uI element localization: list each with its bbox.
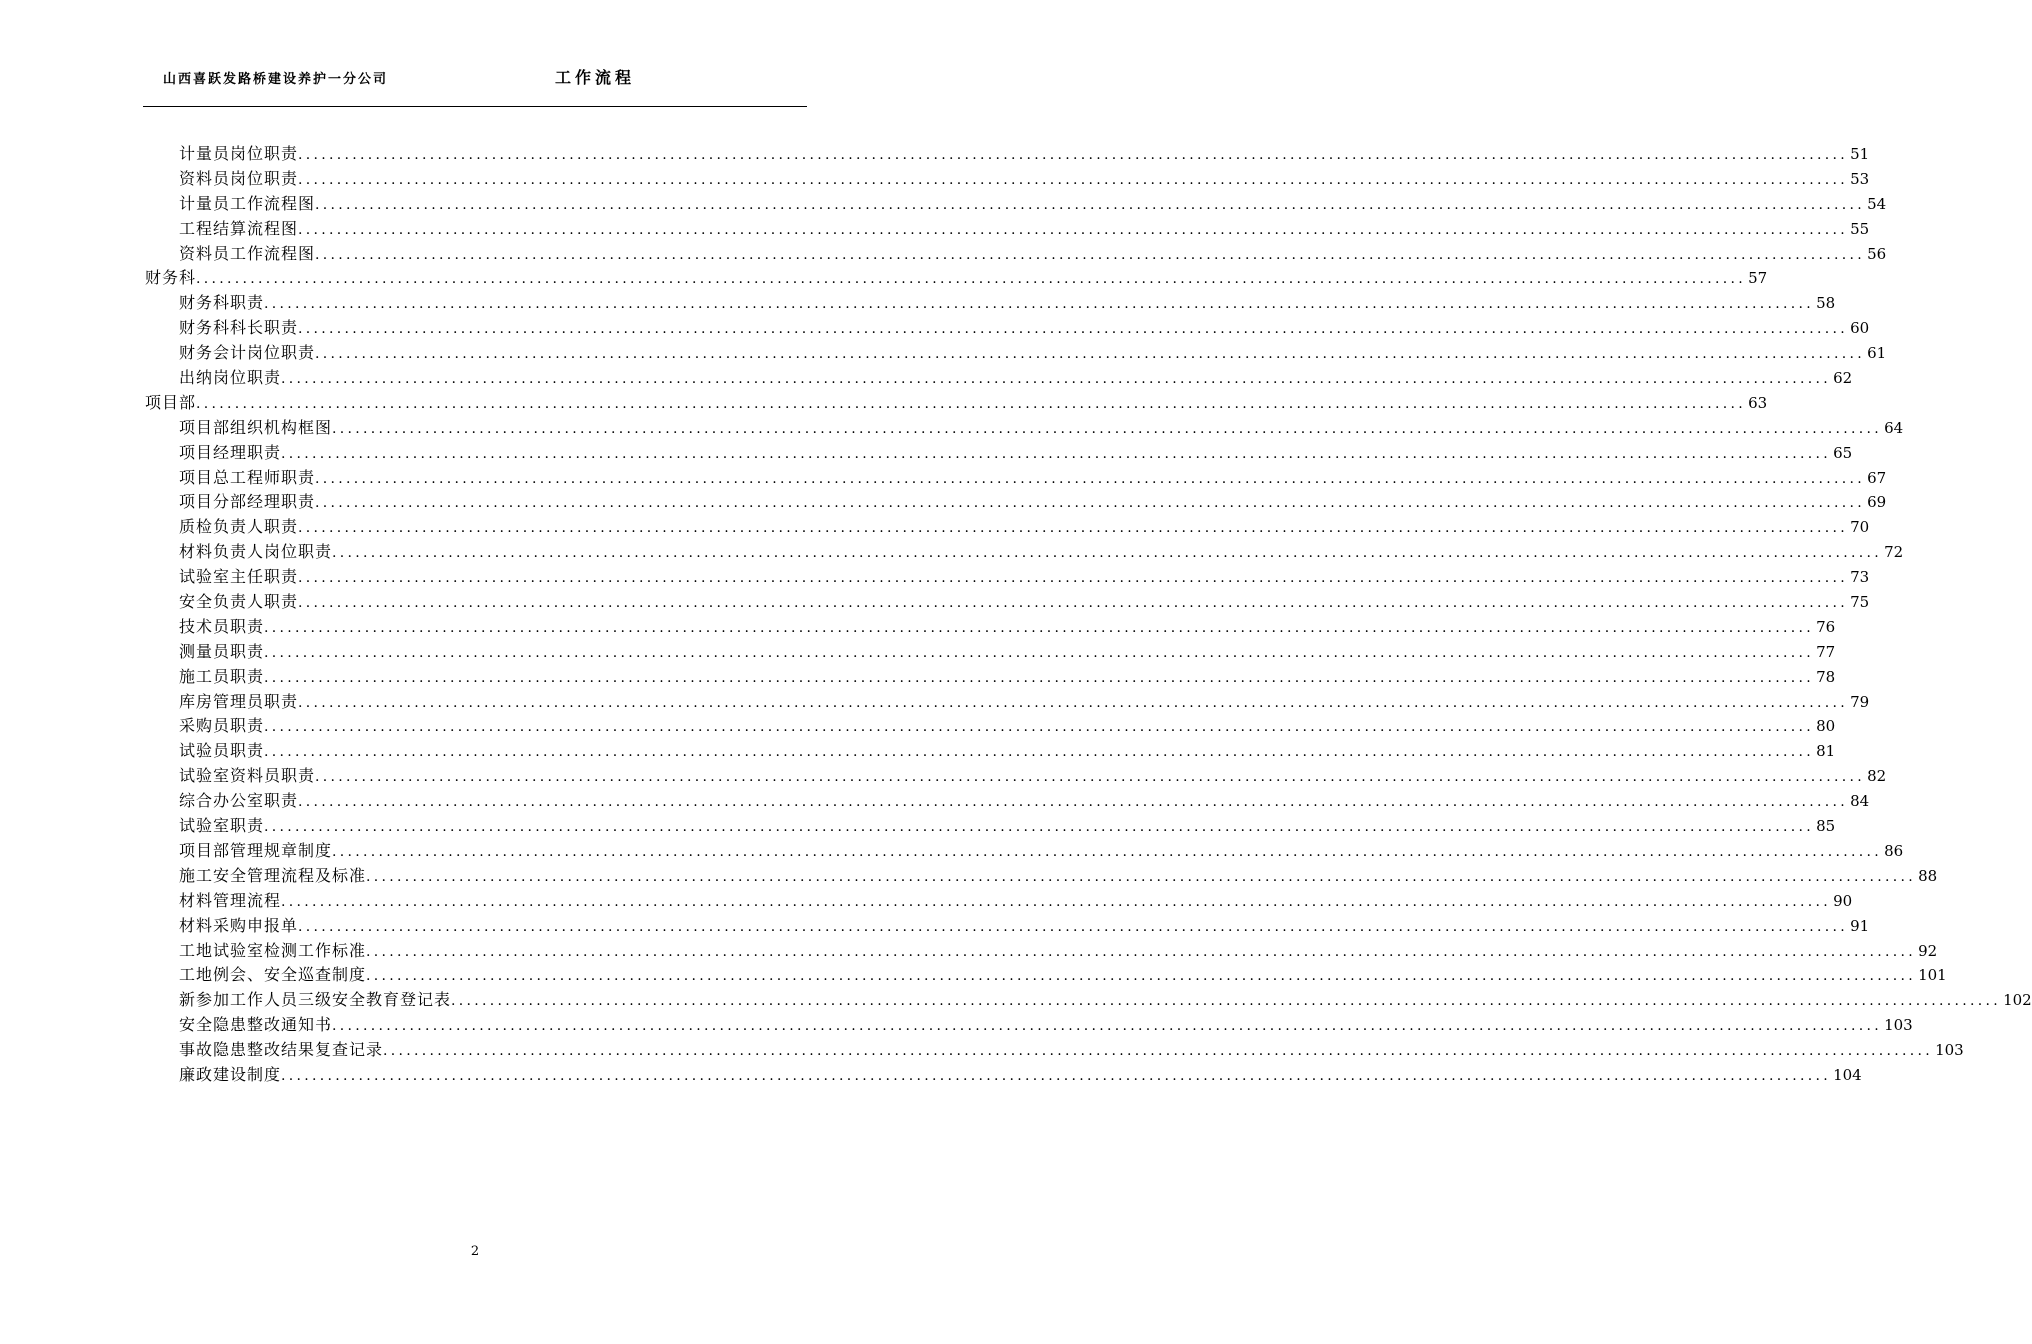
toc-entry-page: 80 — [1816, 717, 1836, 736]
toc-entry-page: 82 — [1867, 767, 1887, 786]
toc-entry-title: 资料员岗位职责 — [179, 168, 299, 188]
toc-entry[interactable] — [143, 789, 1870, 814]
toc-entry-title: 项目部 — [145, 392, 197, 412]
toc-entry-title: 施工安全管理流程及标准 — [179, 865, 367, 885]
toc-entry-title: 安全负责人职责 — [179, 592, 299, 612]
toc-entry[interactable] — [143, 316, 1870, 341]
toc-entry-title: 计量员岗位职责 — [179, 144, 299, 163]
toc-entry-title: 试验室主任职责 — [179, 567, 299, 587]
toc-entry-title: 项目部组织机构框图 — [179, 417, 333, 437]
toc-dot-leader: ........................................................................................................................................................................................................ — [332, 545, 1883, 562]
toc-entry-title: 项目总工程师职责 — [179, 467, 316, 487]
toc-entry-page: 53 — [1850, 169, 1870, 188]
toc-entry-title: 新参加工作人员三级安全教育登记表 — [179, 990, 452, 1010]
toc-dot-leader: ........................................................................................................................................................................................................ — [264, 744, 1815, 761]
toc-entry-page: 90 — [1833, 891, 1853, 910]
toc-dot-leader: ........................................................................................................................................................................................................ — [366, 868, 1917, 885]
toc-entry-title: 测量员职责 — [179, 641, 265, 661]
toc-dot-leader: ........................................................................................................................................................................................................ — [366, 943, 1917, 960]
toc-entry[interactable] — [143, 939, 1938, 964]
toc-entry-page: 78 — [1816, 667, 1836, 686]
toc-dot-leader: ........................................................................................................................................................................................................ — [298, 520, 1849, 537]
toc-entry-page: 60 — [1850, 319, 1870, 338]
toc-entry-title: 财务科职责 — [179, 293, 265, 313]
toc-entry[interactable] — [143, 839, 1904, 864]
toc-entry-page: 77 — [1816, 642, 1836, 661]
toc-entry[interactable] — [143, 1063, 1862, 1088]
toc-entry-page: 85 — [1816, 817, 1836, 836]
toc-dot-leader: ........................................................................................................................................................................................................ — [315, 495, 1866, 512]
toc-entry-page: 56 — [1867, 244, 1887, 263]
toc-entry-title: 安全隐患整改通知书 — [179, 1015, 333, 1035]
toc-entry-page: 81 — [1816, 742, 1836, 761]
toc-entry[interactable] — [143, 714, 1836, 739]
toc-entry[interactable] — [143, 988, 2032, 1013]
toc-dot-leader: ........................................................................................................................................................................................................ — [264, 719, 1815, 736]
toc-dot-leader: ........................................................................................................................................................................................................ — [332, 420, 1883, 437]
toc-entry[interactable] — [143, 416, 1904, 441]
toc-entry-page: 54 — [1867, 194, 1887, 213]
toc-entry[interactable] — [143, 366, 1853, 391]
document-title: 工作流程 — [555, 68, 636, 87]
toc-dot-leader: ........................................................................................................................................................................................................ — [383, 1043, 1934, 1060]
toc-entry-title: 试验室职责 — [179, 816, 265, 836]
toc-entry-title: 技术员职责 — [179, 616, 265, 636]
toc-dot-leader: ........................................................................................................................................................................................................ — [332, 843, 1883, 860]
toc-entry-title: 项目经理职责 — [179, 442, 282, 462]
toc-entry-page: 57 — [1748, 269, 1768, 288]
toc-entry[interactable] — [143, 1038, 1964, 1063]
page-number: 2 — [470, 1244, 480, 1259]
toc-dot-leader: ........................................................................................................................................................................................................ — [332, 1018, 1883, 1035]
toc-entry[interactable] — [143, 764, 1887, 789]
toc-entry-page: 84 — [1850, 792, 1870, 811]
toc-entry-title: 计量员工作流程图 — [179, 193, 316, 213]
toc-entry[interactable] — [143, 914, 1870, 939]
toc-entry-page: 61 — [1867, 344, 1887, 363]
toc-entry-title: 项目部管理规章制度 — [179, 840, 333, 860]
toc-entry[interactable] — [143, 341, 1887, 366]
toc-entry-page: 102 — [2003, 991, 2032, 1010]
toc-dot-leader: ........................................................................................................................................................................................................ — [315, 196, 1866, 213]
toc-entry-page: 58 — [1816, 294, 1836, 313]
toc-entry-title: 财务科科长职责 — [179, 318, 299, 338]
toc-dot-leader: ........................................................................................................................................................................................................ — [451, 993, 2002, 1010]
toc-entry-title: 财务会计岗位职责 — [179, 343, 316, 363]
toc-entry[interactable] — [143, 615, 1836, 640]
toc-entry[interactable] — [143, 739, 1836, 764]
toc-entry[interactable] — [143, 814, 1836, 839]
toc-dot-leader: ........................................................................................................................................................................................................ — [264, 819, 1815, 836]
toc-entry-title: 出纳岗位职责 — [179, 368, 282, 388]
toc-dot-leader: ........................................................................................................................................................................................................ — [264, 296, 1815, 313]
toc-dot-leader: ........................................................................................................................................................................................................ — [298, 794, 1849, 811]
toc-entry-title: 材料采购申报单 — [179, 915, 299, 935]
toc-entry-page: 63 — [1748, 393, 1768, 412]
toc-entry[interactable] — [143, 565, 1870, 590]
toc-entry[interactable] — [143, 291, 1836, 316]
toc-dot-leader: ........................................................................................................................................................................................................ — [281, 1067, 1832, 1084]
toc-dot-leader: ........................................................................................................................................................................................................ — [298, 171, 1849, 188]
toc-entry-page: 92 — [1918, 941, 1938, 960]
toc-entry-title: 库房管理员职责 — [179, 691, 299, 711]
toc-dot-leader: ........................................................................................................................................................................................................ — [298, 321, 1849, 338]
toc-dot-leader: ........................................................................................................................................................................................................ — [366, 968, 1917, 985]
toc-dot-leader: ........................................................................................................................................................................................................ — [281, 445, 1832, 462]
toc-entry-title: 事故隐患整改结果复查记录 — [179, 1040, 384, 1060]
toc-dot-leader: ........................................................................................................................................................................................................ — [315, 470, 1866, 487]
toc-entry-title: 工地试验室检测工作标准 — [179, 940, 367, 960]
toc-entry-page: 73 — [1850, 568, 1870, 587]
toc-entry-title: 试验室资料员职责 — [179, 766, 316, 786]
toc-dot-leader: ........................................................................................................................................................................................................ — [298, 595, 1849, 612]
toc-entry-title: 试验员职责 — [179, 741, 265, 761]
toc-entry-page: 103 — [1884, 1016, 1913, 1035]
toc-entry[interactable] — [143, 665, 1836, 690]
toc-entry[interactable] — [143, 142, 1870, 167]
toc-entry-title: 综合办公室职责 — [179, 791, 299, 811]
toc-entry-page: 65 — [1833, 443, 1853, 462]
toc-entry[interactable] — [143, 640, 1836, 665]
toc-entry[interactable] — [143, 963, 1947, 988]
toc-dot-leader: ........................................................................................................................................................................................................ — [315, 769, 1866, 786]
toc-dot-leader: ........................................................................................................................................................................................................ — [281, 371, 1832, 388]
toc-entry[interactable] — [143, 466, 1887, 491]
toc-entry-title: 廉政建设制度 — [179, 1064, 282, 1084]
toc-entry-page: 75 — [1850, 593, 1870, 612]
toc-dot-leader: ........................................................................................................................................................................................................ — [298, 570, 1849, 587]
toc-entry-page: 88 — [1918, 866, 1938, 885]
toc-entry[interactable] — [143, 690, 1870, 715]
toc-entry-page: 79 — [1850, 692, 1870, 711]
company-name: 山西喜跃发路桥建设养护一分公司 — [163, 72, 389, 87]
toc-entry-title: 财务科 — [145, 268, 197, 288]
toc-entry[interactable] — [143, 889, 1853, 914]
toc-dot-leader: ........................................................................................................................................................................................................ — [264, 644, 1815, 661]
toc-dot-leader: ........................................................................................................................................................................................................ — [264, 619, 1815, 636]
toc-entry-page: 55 — [1850, 219, 1870, 238]
toc-entry[interactable] — [143, 490, 1887, 515]
toc-entry-title: 采购员职责 — [179, 716, 265, 736]
toc-dot-leader: ........................................................................................................................................................................................................ — [196, 395, 1747, 412]
toc-entry-page: 104 — [1833, 1065, 1862, 1084]
toc-entry-page: 64 — [1884, 418, 1904, 437]
toc-entry[interactable] — [143, 266, 1768, 291]
toc-entry-page: 101 — [1918, 966, 1947, 985]
table-of-contents — [143, 142, 2032, 1088]
toc-dot-leader: ........................................................................................................................................................................................................ — [196, 271, 1747, 288]
toc-entry-page: 67 — [1867, 468, 1887, 487]
toc-entry[interactable] — [143, 192, 1887, 217]
toc-entry-page: 86 — [1884, 841, 1904, 860]
toc-entry-title: 材料负责人岗位职责 — [179, 542, 333, 562]
toc-dot-leader: ........................................................................................................................................................................................................ — [315, 346, 1866, 363]
toc-entry-title: 资料员工作流程图 — [179, 243, 316, 263]
toc-entry-title: 工地例会、安全巡查制度 — [179, 965, 367, 985]
page-header — [143, 62, 807, 107]
toc-entry[interactable] — [143, 242, 1887, 267]
toc-dot-leader: ........................................................................................................................................................................................................ — [264, 669, 1815, 686]
toc-entry[interactable] — [143, 441, 1853, 466]
toc-entry[interactable] — [143, 590, 1870, 615]
toc-entry-page: 51 — [1850, 145, 1870, 163]
toc-dot-leader: ........................................................................................................................................................................................................ — [315, 246, 1866, 263]
toc-dot-leader: ........................................................................................................................................................................................................ — [298, 918, 1849, 935]
toc-entry-page: 70 — [1850, 518, 1870, 537]
toc-entry[interactable] — [143, 167, 1870, 192]
toc-entry-page: 103 — [1935, 1041, 1964, 1060]
toc-entry-page: 72 — [1884, 543, 1904, 562]
toc-entry-page: 69 — [1867, 493, 1887, 512]
toc-entry[interactable] — [143, 864, 1938, 889]
toc-dot-leader: ........................................................................................................................................................................................................ — [298, 694, 1849, 711]
toc-entry[interactable] — [143, 391, 1768, 416]
toc-entry[interactable] — [143, 1013, 1913, 1038]
toc-dot-leader: ........................................................................................................................................................................................................ — [298, 221, 1849, 238]
toc-entry-title: 施工员职责 — [179, 666, 265, 686]
toc-entry-title: 质检负责人职责 — [179, 517, 299, 537]
toc-entry-page: 76 — [1816, 617, 1836, 636]
toc-entry[interactable] — [143, 540, 1904, 565]
toc-entry-page: 62 — [1833, 369, 1853, 388]
toc-dot-leader: ........................................................................................................................................................................................................ — [298, 147, 1849, 163]
toc-entry-page: 91 — [1850, 916, 1870, 935]
toc-entry-title: 工程结算流程图 — [179, 218, 299, 238]
toc-dot-leader: ........................................................................................................................................................................................................ — [281, 893, 1832, 910]
toc-entry[interactable] — [143, 515, 1870, 540]
toc-entry-title: 材料管理流程 — [179, 890, 282, 910]
toc-entry-title: 项目分部经理职责 — [179, 492, 316, 512]
toc-entry[interactable] — [143, 217, 1870, 242]
